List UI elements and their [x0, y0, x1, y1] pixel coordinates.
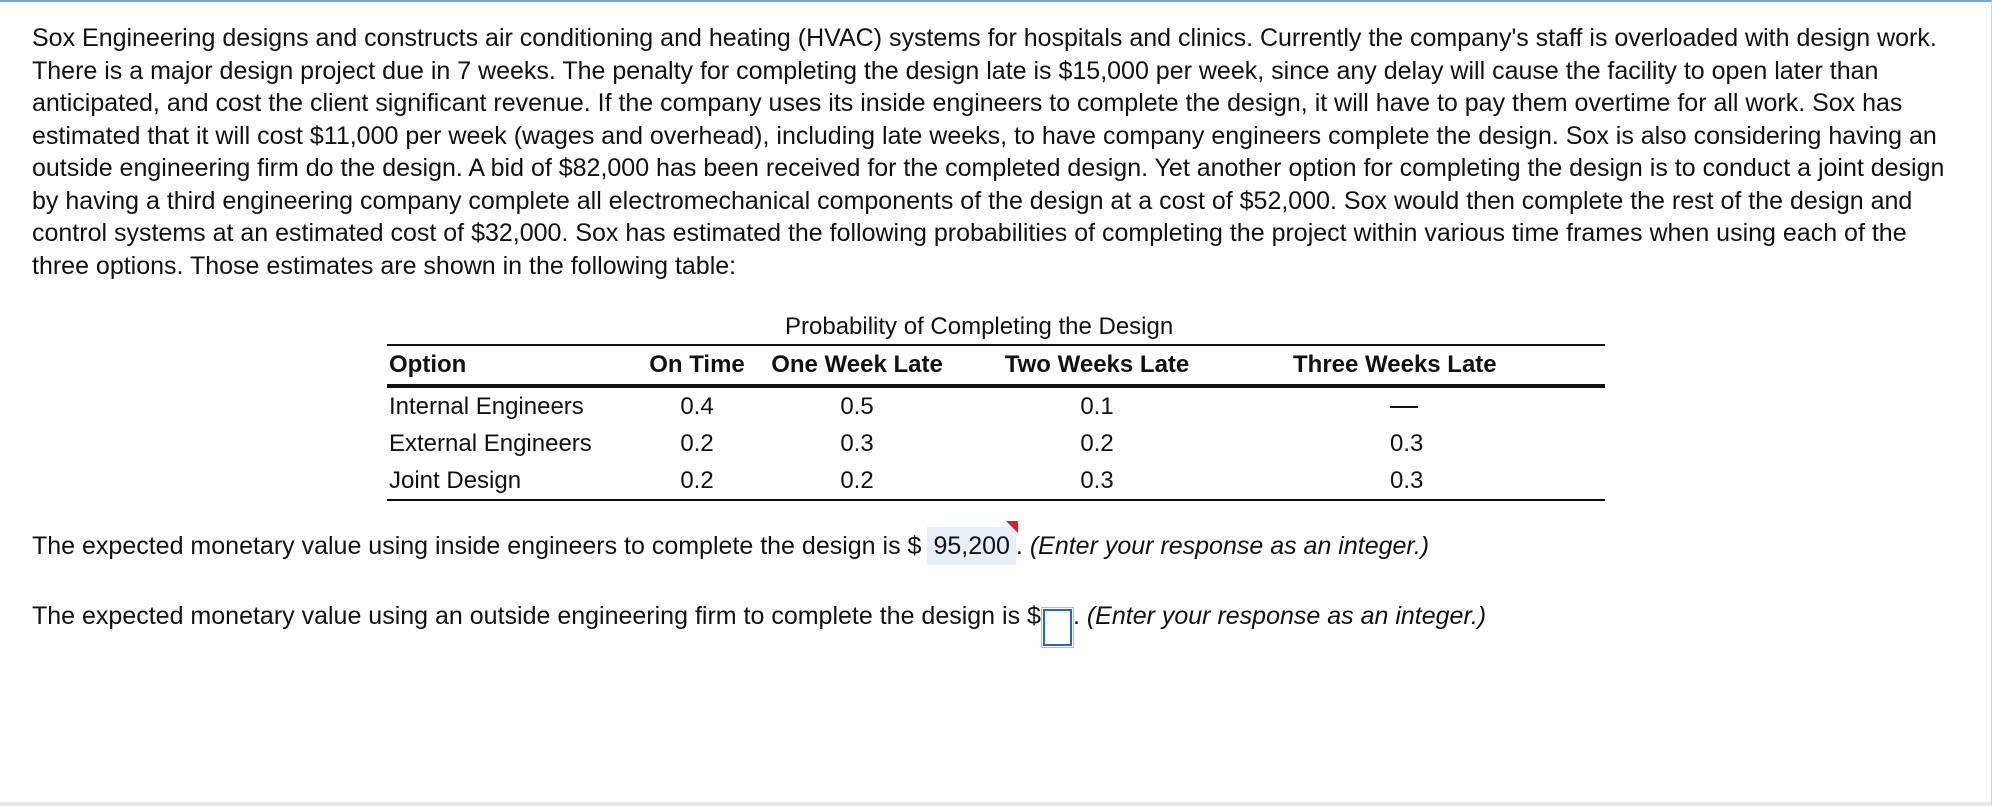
- table-caption-text: Probability of Completing the Design: [785, 313, 1174, 340]
- problem-paragraph: Sox Engineering designs and constructs air conditioning and heating (HVAC) systems for hospitals and clinics. Currently the company's staff is overloaded with design work. There is a major design project due in 7 weeks. The penalty for completing the design late is $15,000 per week, since any delay will cause the facility to open later than anticipated, and cost the client significant revenue. If the company uses its inside engineers to complete the design, it will have to pay them overtime for all work. Sox has estimated that it will cost $11,000 per week (wages and overhead), including late weeks, to have company engineers complete the design. Sox is also considering having an outside engineering firm do the design. A bid of $82,000 has been received for the completed design. Yet another option for completing the design is to conduct a joint design by having a third engineering company complete all electromechanical components of the design at a cost of $52,000. Sox would then complete the rest of the design and control systems at an estimated cost of $32,000. Sox has estimated the following probabilities of completing the project within various time frames when using each of the three options. Those estimates are shown in the following table:: [32, 24, 1945, 280]
- header-two-weeks-late: Two Weeks Late: [1004, 351, 1190, 378]
- question2-hint: (Enter your response as an integer.): [1086, 602, 1487, 630]
- question-outside-firm: [32, 598, 1486, 646]
- question-inside-engineers: [32, 527, 1429, 565]
- answer-outside-firm-input[interactable]: [1043, 609, 1072, 646]
- problem-content: [32, 22, 1962, 282]
- cell-on-time: 0.2: [680, 429, 714, 457]
- cell-one-week-late: 0.2: [840, 466, 874, 494]
- cell-two-weeks-late: 0.1: [1080, 392, 1114, 420]
- table-row: [387, 425, 1605, 462]
- cell-three-weeks-late: 0.3: [1390, 466, 1424, 494]
- flag-icon: [1006, 521, 1018, 533]
- cell-three-weeks-late: [1237, 386, 1605, 425]
- cell-on-time: 0.4: [680, 392, 714, 420]
- question2-suffix: .: [1072, 602, 1087, 630]
- cell-three-weeks-late: 0.3: [1390, 429, 1424, 457]
- cell-two-weeks-late: 0.3: [1080, 466, 1114, 494]
- table-header-row: [387, 345, 1605, 386]
- probability-table: [387, 344, 1605, 501]
- answer-inside-engineers[interactable]: 95,200: [927, 527, 1015, 565]
- question2-prefix: The expected monetary value using an outside engineering firm to complete the design is $: [32, 602, 1041, 630]
- question1-suffix: .: [1015, 532, 1030, 560]
- header-three-weeks-late: Three Weeks Late: [1293, 351, 1497, 378]
- question1-hint: (Enter your response as an integer.): [1029, 532, 1430, 560]
- cell-two-weeks-late: 0.2: [1080, 429, 1114, 457]
- cell-option: Joint Design: [389, 466, 522, 494]
- cell-on-time: 0.2: [680, 466, 714, 494]
- em-dash: [1390, 406, 1418, 408]
- table-row: [387, 386, 1605, 425]
- header-option: Option: [389, 351, 467, 378]
- header-one-week-late: One Week Late: [771, 351, 943, 378]
- question1-prefix: The expected monetary value using inside engineers to complete the design is $: [32, 532, 922, 560]
- cell-option: Internal Engineers: [389, 392, 584, 420]
- cell-one-week-late: 0.3: [840, 429, 874, 457]
- cell-one-week-late: 0.5: [840, 392, 874, 420]
- table-row: [387, 462, 1605, 500]
- header-on-time: On Time: [649, 351, 745, 378]
- table-caption: [387, 310, 1605, 344]
- cell-option: External Engineers: [389, 429, 592, 457]
